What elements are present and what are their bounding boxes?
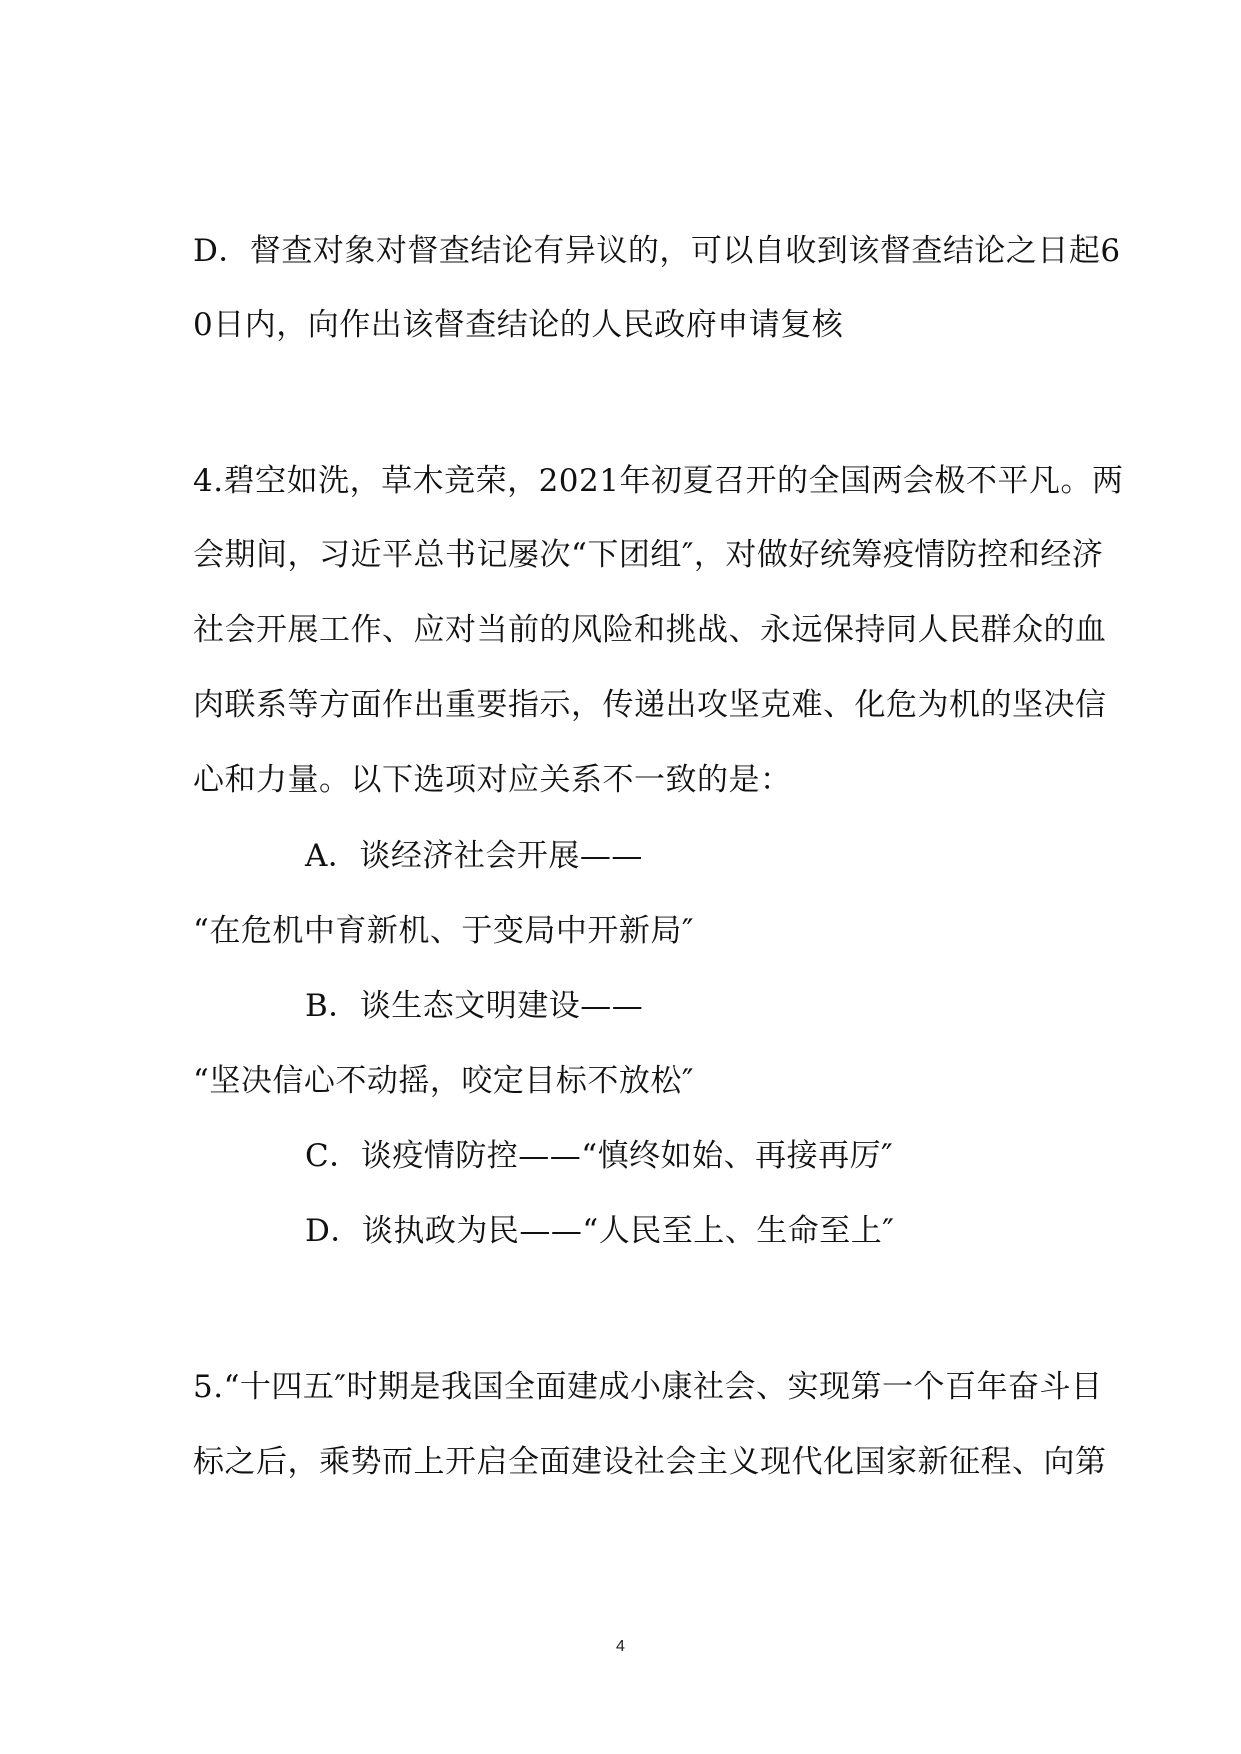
q4-option-a: A．谈经济社会开展—— xyxy=(305,838,643,874)
q4-option-d: D．谈执政为民——“人民至上、生命至上″ xyxy=(305,1213,895,1249)
q3-option-d-line-1: D．督查对象对督查结论有异议的，可以自收到该督查结论之日起6 xyxy=(193,233,1121,269)
page-number: 4 xyxy=(616,1638,625,1655)
q4-stem-line-2: 会期间，习近平总书记屡次“下团组″，对做好统筹疫情防控和经济 xyxy=(193,537,1104,573)
q4-stem-line-1: 4.碧空如洗，草木竞荣，2021年初夏召开的全国两会极不平凡。两 xyxy=(193,463,1124,499)
q4-stem-line-3: 社会开展工作、应对当前的风险和挑战、永远保持同人民群众的血 xyxy=(193,612,1107,648)
q4-option-a-quote: “在危机中育新机、于变局中开新局″ xyxy=(193,913,694,949)
q4-option-c: C．谈疫情防控——“慎终如始、再接再厉″ xyxy=(305,1138,894,1174)
q3-option-d-line-2: 0日内，向作出该督查结论的人民政府申请复核 xyxy=(193,307,844,343)
q4-stem-line-4: 肉联系等方面作出重要指示，传递出攻坚克难、化危为机的坚决信 xyxy=(193,687,1107,723)
q4-stem-line-5: 心和力量。以下选项对应关系不一致的是： xyxy=(193,762,792,798)
q5-stem-line-2: 标之后，乘势而上开启全面建设社会主义现代化国家新征程、向第 xyxy=(193,1444,1107,1480)
q4-option-b: B．谈生态文明建设—— xyxy=(305,988,644,1024)
q4-option-b-quote: “坚决信心不动摇，咬定目标不放松″ xyxy=(193,1063,694,1099)
q5-stem-line-1: 5.“十四五″时期是我国全面建成小康社会、实现第一个百年奋斗目 xyxy=(193,1369,1103,1405)
